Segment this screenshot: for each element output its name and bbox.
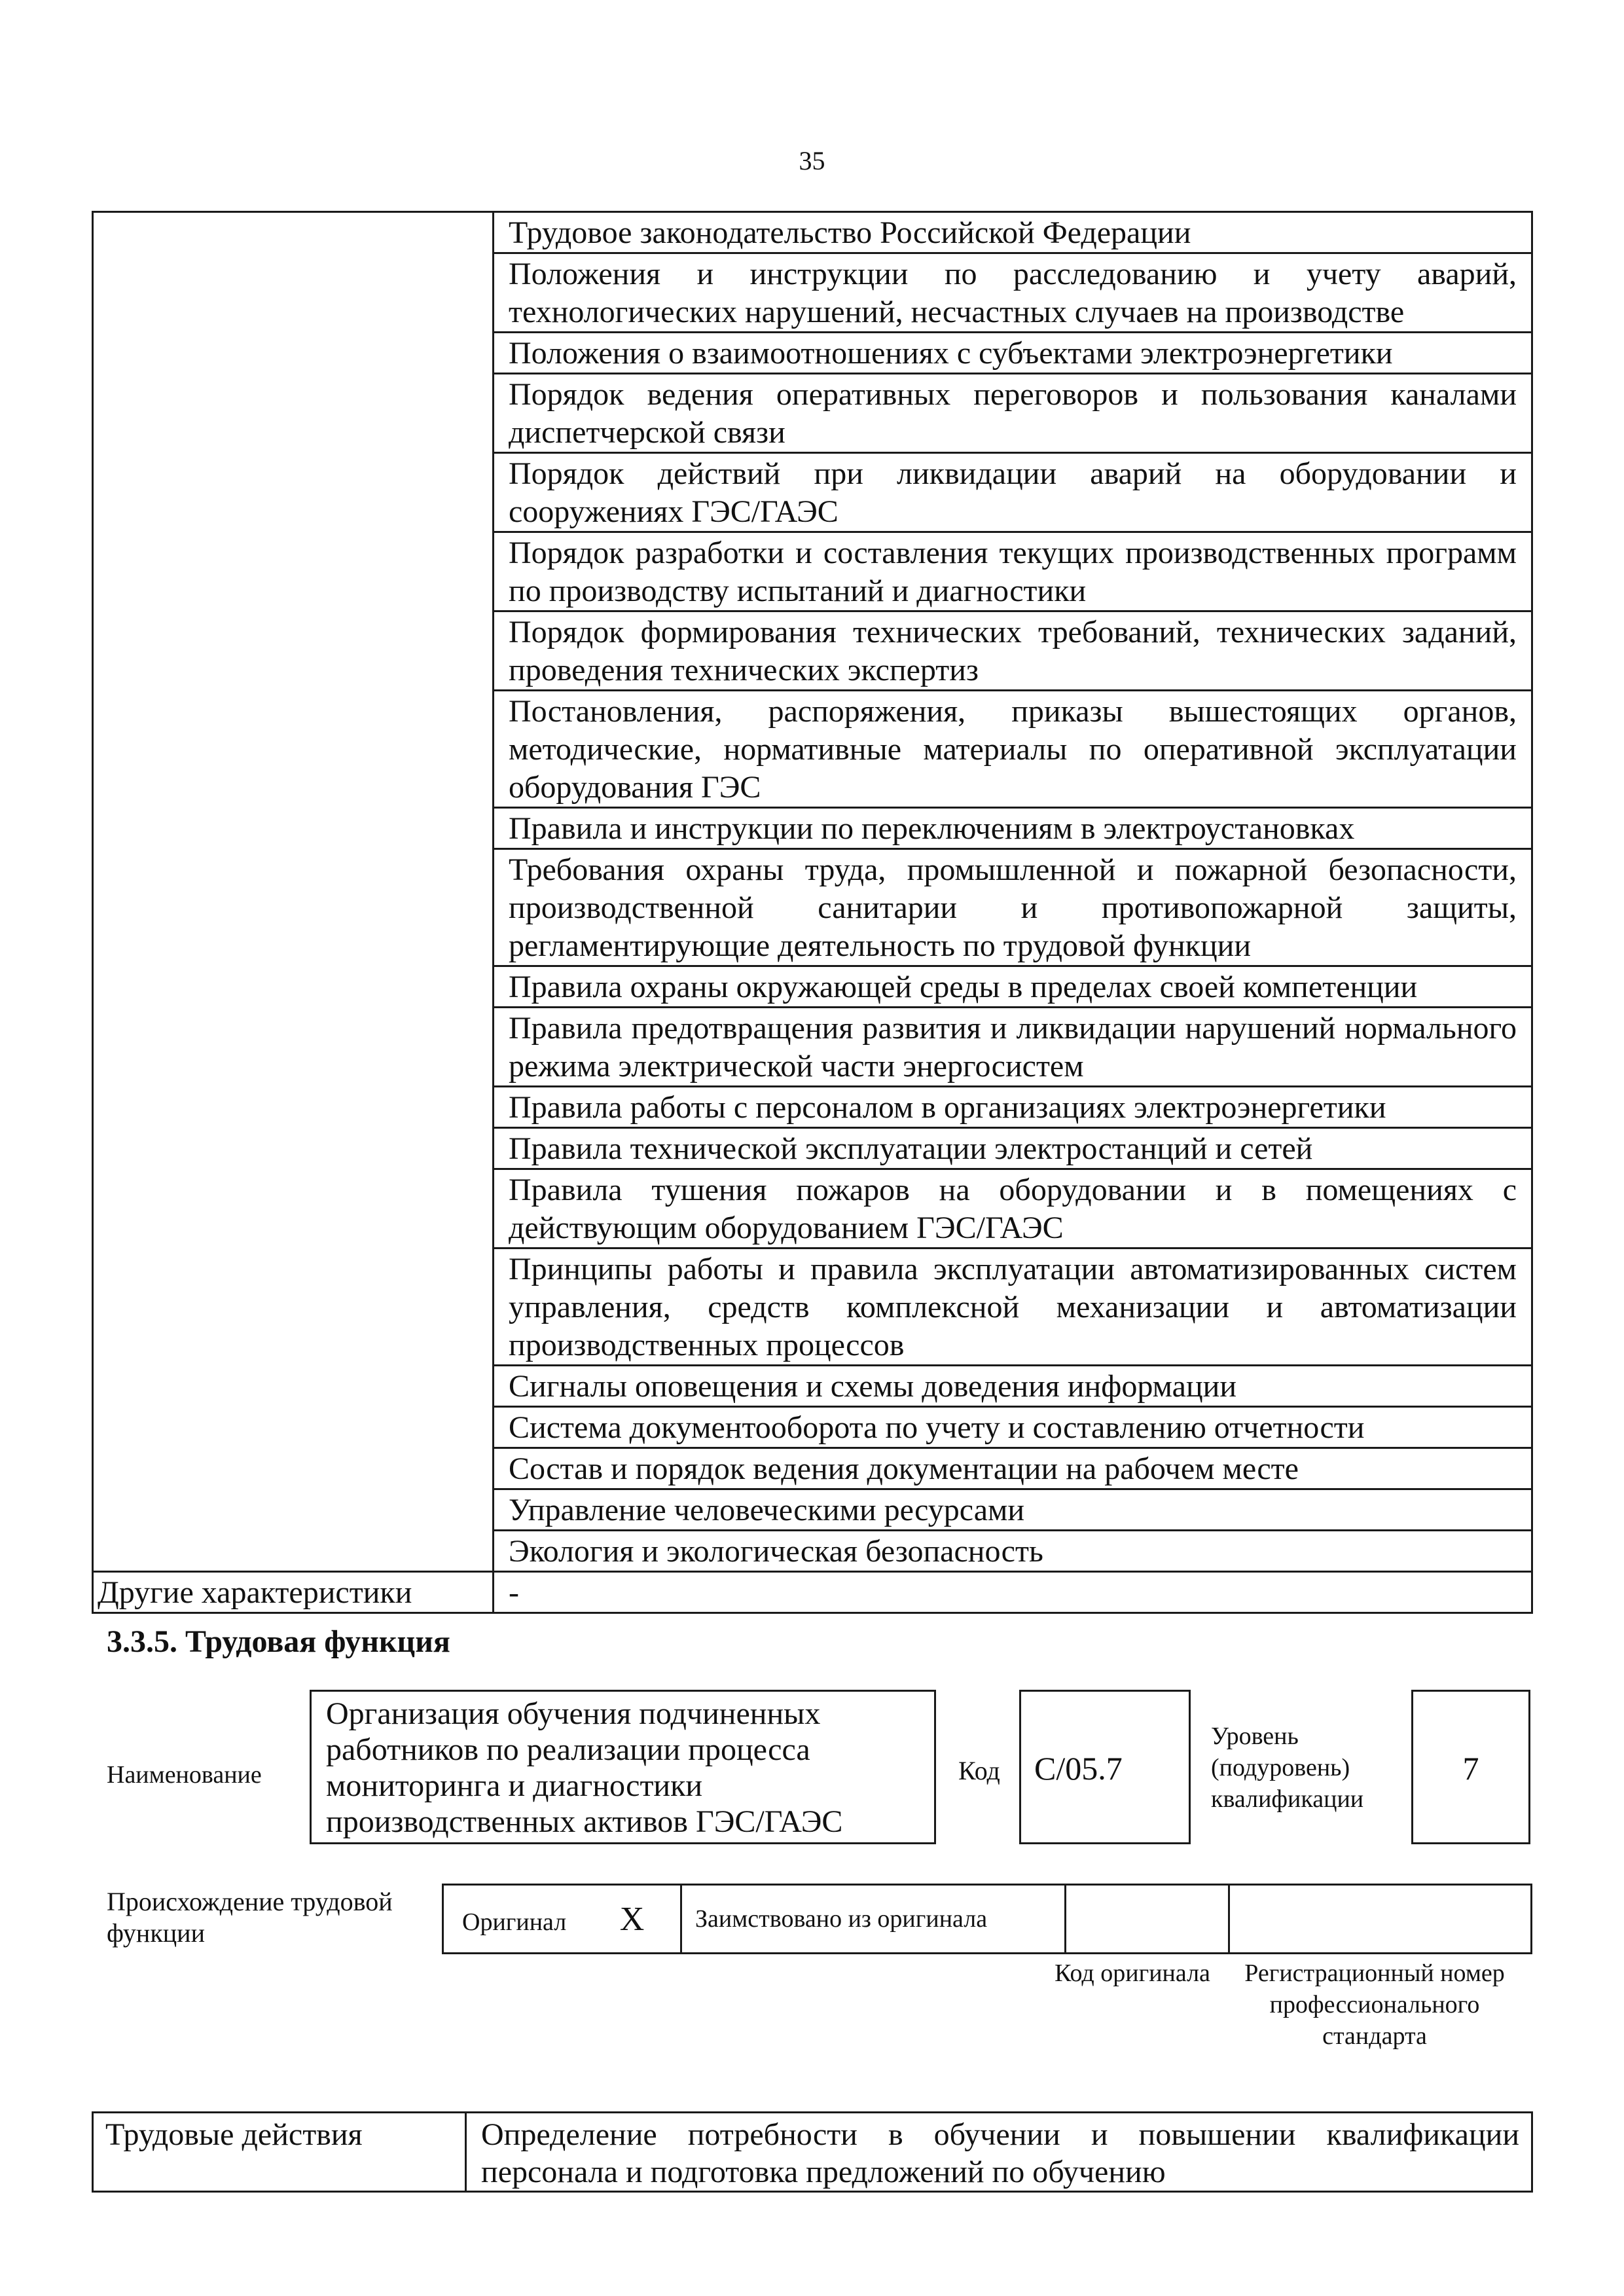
requirement-item: Положения о взаимоотношениях с субъектами электроэнергетики [494,333,1532,374]
original-mark: X [619,1900,645,1938]
labor-action-item: Определение потребности в обучении и повышении квалификации персонала и подготовка предложений по обучению [466,2113,1532,2192]
section-heading: 3.3.5. Трудовая функция [107,1624,450,1659]
requirement-item: Порядок формирования технических требований, технических заданий, проведения технических экспертиз [494,611,1532,691]
code-label: Код [958,1756,1000,1785]
other-characteristics-value: - [494,1572,1532,1613]
function-name-box [310,1690,936,1844]
labor-actions-label: Трудовые действия [93,2113,466,2192]
qualification-level-label: Уровень (подуровень) квалификации [1211,1722,1364,1813]
reg-number-caption: Регистрационный номер профессионального стандарта [1244,1959,1505,2050]
requirement-item: Принципы работы и правила эксплуатации автоматизированных систем управления, средств комплексной механизации и автоматизации производственных процессов [494,1248,1532,1366]
requirement-item: Трудовое законодательство Российской Федерации [494,212,1532,253]
requirement-item: Правила работы с персоналом в организациях электроэнергетики [494,1087,1532,1128]
labor-actions-table [92,2111,1533,2193]
requirement-item: Правила охраны окружающей среды в пределах своей компетенции [494,966,1532,1008]
knowledge-requirements-table [92,211,1533,1614]
origin-label: Происхождение трудовой функции [107,1887,393,1948]
code-box [1019,1690,1191,1844]
original-label: Оригинал [462,1908,567,1936]
borrowed-label: Заимствовано из оригинала [681,1885,1066,1954]
other-characteristics-label: Другие характеристики [93,1572,494,1613]
origin-code-cell [1066,1885,1229,1954]
requirement-item: Правила предотвращения развития и ликвидации нарушений нормального режима электрической части энергосистем [494,1008,1532,1087]
requirement-item: Постановления, распоряжения, приказы вышестоящих органов, методические, нормативные материалы по оперативной эксплуатации оборудования ГЭС [494,691,1532,808]
requirement-item: Состав и порядок ведения документации на рабочем месте [494,1448,1532,1489]
origin-code-caption: Код оригинала [1055,1959,1210,1987]
level-value: 7 [1462,1750,1479,1787]
requirements-label-cell [93,212,494,1572]
requirement-item: Порядок ведения оперативных переговоров и пользования каналами диспетчерской связи [494,374,1532,453]
requirement-item: Правила технической эксплуатации электростанций и сетей [494,1128,1532,1169]
requirement-item: Система документооборота по учету и составлению отчетности [494,1407,1532,1448]
requirement-item: Управление человеческими ресурсами [494,1489,1532,1531]
level-box [1411,1690,1530,1844]
other-characteristics-row [93,1572,1532,1613]
requirement-row [93,212,1532,253]
original-cell [443,1885,681,1954]
requirement-item: Порядок действий при ликвидации аварий на оборудовании и сооружениях ГЭС/ГАЭС [494,453,1532,532]
requirement-item: Сигналы оповещения и схемы доведения информации [494,1366,1532,1407]
page-number: 35 [799,146,825,175]
requirement-item: Правила тушения пожаров на оборудовании и в помещениях с действующим оборудованием ГЭС/ГАЭС [494,1169,1532,1248]
reg-number-cell [1229,1885,1532,1954]
code-value: C/05.7 [1034,1750,1123,1787]
origin-table [442,1884,1532,1954]
requirement-item: Положения и инструкции по расследованию и учету аварий, технологических нарушений, несчастных случаев на производстве [494,253,1532,333]
function-name-value: Организация обучения подчиненных работников по реализации процесса мониторинга и диагностики производственных активов ГЭС/ГАЭС [326,1696,843,1839]
requirement-item: Экология и экологическая безопасность [494,1531,1532,1572]
name-label: Наименование [107,1761,262,1789]
requirement-item: Порядок разработки и составления текущих производственных программ по производству испытаний и диагностики [494,532,1532,611]
requirement-item: Правила и инструкции по переключениям в электроустановках [494,808,1532,849]
requirement-item: Требования охраны труда, промышленной и пожарной безопасности, производственной санитарии и противопожарной защиты, регламентирующие деятельность по трудовой функции [494,849,1532,966]
